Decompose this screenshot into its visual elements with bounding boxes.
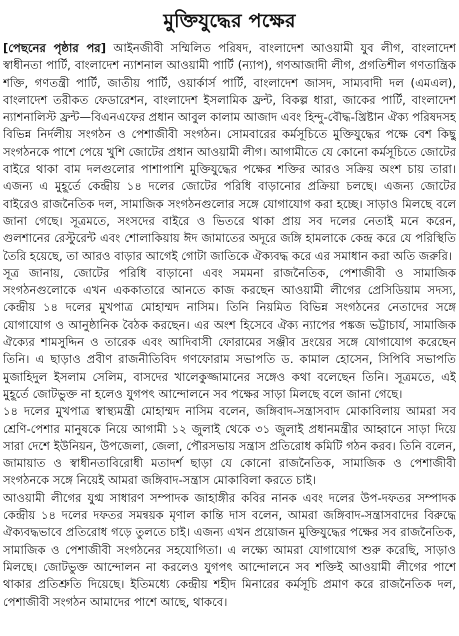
article-paragraph-2: সূত্র জানায়, জোটের পরিধি বাড়ানো এবং সমমনা রাজনৈতিক, পেশাজীবী ও সামাজিক সংগঠনগুলোকে এখন এককাতারে আনতে কাজ করছেন আওয়ামী লীগের প্রেসিডিয়াম সদস্য, কেন্দ্রীয় ১৪ দলের মুখপাত্র মোহাম্মদ নাসিম। তিনি নিয়মিত বিভিন্ন সংগঠনের নেতাদের সঙ্গে যোগাযোগ ও আনুষ্ঠানিক বৈঠক করছেন। এর অংশ হিসেবে ঐক্য ন্যাপের পঙ্কজ ভট্টাচার্য, সামাজিক ঐক্যের শামসুদ্দিন ও তারেক এবং আদিবাসী ফোরামের সঞ্জীব দ্রংয়ের সঙ্গে যোগাযোগ করেছেন তিনি। এ ছাড়াও প্রবীণ রাজনীতিবিদ গণফোরাম সভাপতি ড. কামাল হোসেন, সিপিবি সভাপতি মুজাহিদুল ইসলাম সেলিম, বাসদের খালেকুজ্জামানের সঙ্গেও কথা বলেছেন তিনি। সূত্রমতে, এই মুহূর্তে জোটভুক্ত না হলেও যুগপৎ আন্দোলনে সব পক্ষের সাড়া মিলছে বলে জানা গেছে।: [3, 265, 456, 401]
article-headline: মুক্তিযুদ্ধের পক্ষের: [163, 10, 296, 32]
article-paragraph-3: ১৪ দলের মুখপাত্র স্বাস্থ্যমন্ত্রী মোহাম্মদ নাসিম বলেন, জঙ্গিবাদ-সন্ত্রাসবাদ মোকাবিলায় আমরা সব শ্রেণি-পেশার মানুষকে নিয়ে আগামী ১২ জুলাই থেকে ৩১ জুলাই প্রধানমন্ত্রীর আহ্বানে সাড়া দিয়ে সারা দেশে ইউনিয়ন, উপজেলা, জেলা, পৌরসভায় সন্ত্রাস প্রতিরোধ কমিটি গঠন করব। তিনি বলেন, জামায়াত ও স্বাধীনতাবিরোধী মতাদর্শ ছাড়া যে কোনো রাজনৈতিক, সামাজিক ও পেশাজীবী সংগঠনকে সঙ্গে নিয়েই আমরা জঙ্গিবাদ-সন্ত্রাস মোকাবিলা করতে চাই।: [3, 404, 456, 488]
article-paragraph-1: [3, 40, 456, 265]
news-clipping: [3, 0, 456, 636]
continuation-label: [পেছনের পৃষ্ঠার পর]: [3, 41, 106, 55]
paragraph-1-text: আইনজীবী সম্মিলিত পরিষদ, বাংলাদেশ আওয়ামী যুব লীগ, বাংলাদেশ স্বাধীনতা পার্টি, বাংলাদেশ ন্যাশনাল আওয়ামী পার্টি (ন্যাপ), গণআজাদী লীগ, প্রগতিশীল গণতান্ত্রিক শক্তি, গণতন্ত্রী পার্টি, জাতীয় পার্টি, ওয়ার্কার্স পার্টি, বাংলাদেশ জাসদ, সাম্যবাদী দল (এমএল), বাংলাদেশ তরীকত ফেডারেশন, বাংলাদেশ ইসলামিক ফ্রন্ট, বিকল্প ধারা, জাকের পার্টি, বাংলাদেশ ন্যাশনালিস্ট ফ্রন্ট—বিএনএফের প্রধান আবুল কালাম আজাদ এবং হিন্দু-বৌদ্ধ-খ্রিষ্টান ঐক্য পরিষদসহ বিভিন্ন নির্দলীয় সংগঠন ও পেশাজীবী সংগঠন। সোমবারের কর্মসূচিতে মুক্তিযুদ্ধের পক্ষে বেশ কিছু সংগঠনকে পাশে পেয়ে খুশি জোটের প্রধান আওয়ামী লীগ। আগামীতে যে কোনো কর্মসূচিতে জোটের বাইরে থাকা বাম দলগুলোর পাশাপাশি মুক্তিযুদ্ধের পক্ষের শক্তির আরও সক্রিয় অংশ চায় তারা। এজন্য এ মুহূর্তে কেন্দ্রীয় ১৪ দলের জোটের পরিধি বাড়ানোর প্রক্রিয়া চলছে। এজন্য জোটের বাইরেও রাজনৈতিক দল, সামাজিক সংগঠনগুলোর সঙ্গে যোগাযোগ করা হচ্ছে। সাড়াও মিলছে বলে জানা গেছে। সূত্রমতে, সংসদের বাইরে ও ভিতরে থাকা প্রায় সব দলের নেতাই মনে করেন, গুলশানের রেস্টুরেন্ট এবং শোলাকিয়ায় ঈদ জামাতের অদূরে জঙ্গি হামলাকে কেন্দ্র করে যে পরিস্থিতি তৈরি হয়েছে, তা আরও বাড়ার আগেই গোটা জাতিকে ঐক্যবদ্ধ করে এর সমাধান করা অতি জরুরি।: [3, 41, 456, 263]
article-body: [3, 40, 456, 611]
article-paragraph-4: আওয়ামী লীগের যুগ্ম সাধারণ সম্পাদক জাহাঙ্গীর কবির নানক এবং দলের উপ-দফতর সম্পাদক কেন্দ্রীয় ১৪ দলের দফতর সমন্বয়ক মৃণাল কান্তি দাস বলেন, আমরা জঙ্গিবাদ-সন্ত্রাসবাদের বিরুদ্ধে ঐক্যবদ্ধভাবে প্রতিরোধ গড়ে তুলতে চাই। এজন্য এখন প্রয়োজন মুক্তিযুদ্ধের পক্ষের সব রাজনৈতিক, সামাজিক ও পেশাজীবী সংগঠনের সহযোগিতা। এ লক্ষ্যে আমরা যোগাযোগ শুরু করেছি, সাড়াও মিলছে। জোটভুক্ত আন্দোলন না করলেও যুগপৎ আন্দোলনে সব শক্তিই আওয়ামী লীগের পাশে থাকার প্রতিশ্রুতি দিয়েছে। ইতিমধ্যে কেন্দ্রীয় শহীদ মিনারের কর্মসূচি প্রমাণ করে রাজনৈতিক দল, পেশাজীবী সংগঠন আমাদের পাশে আছে, থাকবে।: [3, 490, 456, 609]
